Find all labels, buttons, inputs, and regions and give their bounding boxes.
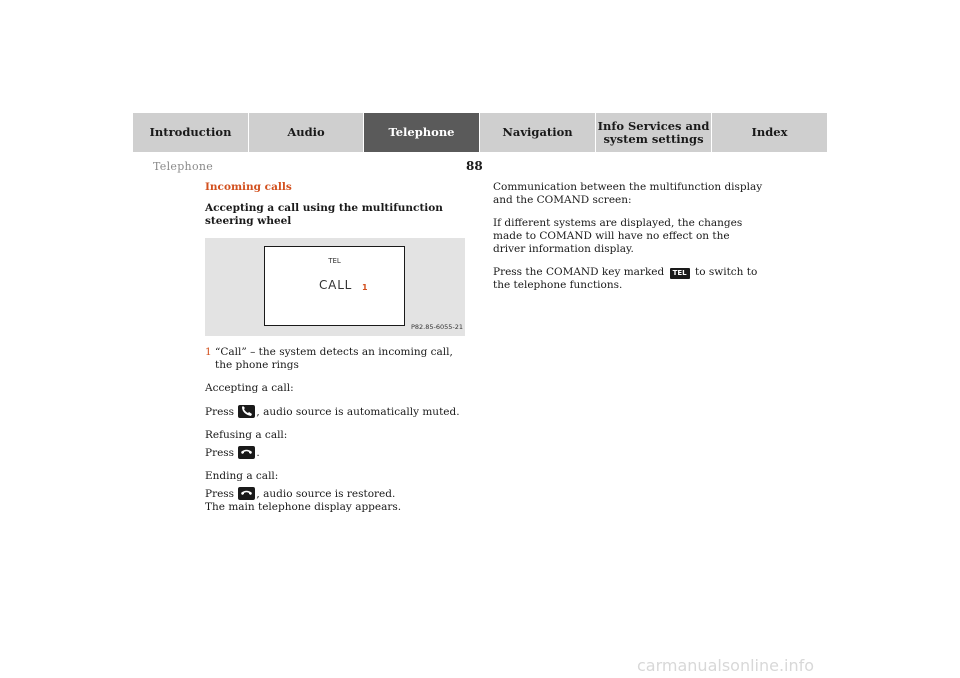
para-different-systems: If different systems are displayed, the changes made to COMAND will have no effect on the driver information display. bbox=[493, 217, 743, 255]
tab-info-label-line1: Info Services and bbox=[597, 118, 710, 133]
para3-before: Press the COMAND key marked bbox=[493, 266, 665, 278]
tab-navigation[interactable] bbox=[480, 113, 596, 152]
tab-index[interactable] bbox=[712, 113, 827, 152]
subheading: Accepting a call using the multifunction steering wheel bbox=[205, 202, 443, 227]
right-column bbox=[493, 181, 763, 302]
end-note: The main telephone display appears. bbox=[205, 501, 402, 513]
left-column bbox=[205, 181, 467, 514]
tab-audio-label: Audio bbox=[287, 125, 325, 139]
accept-title: Accepting a call: bbox=[205, 382, 294, 394]
display-call-text: CALL bbox=[319, 278, 353, 292]
tab-telephone-label: Telephone bbox=[388, 125, 455, 139]
press-text: Press bbox=[205, 447, 235, 459]
tab-info-label-line2: system settings bbox=[603, 131, 704, 146]
display-marker: 1 bbox=[362, 283, 368, 292]
phone-end-icon bbox=[238, 446, 255, 459]
legend-item bbox=[205, 346, 467, 372]
legend-number: 1 bbox=[205, 346, 212, 358]
para3-after: to switch to the telephone functions. bbox=[493, 266, 758, 291]
accept-rest-text: , audio source is automatically muted. bbox=[256, 406, 460, 418]
tel-key-icon: TEL bbox=[670, 268, 690, 279]
end-rest-text: , audio source is restored. bbox=[256, 488, 396, 500]
tab-telephone[interactable] bbox=[364, 113, 480, 152]
press-text: Press bbox=[205, 488, 235, 500]
tab-info-services[interactable] bbox=[596, 113, 712, 152]
accept-instruction bbox=[205, 405, 467, 419]
phone-accept-icon bbox=[238, 405, 255, 418]
figure-code: P82.85-6055-21 bbox=[410, 323, 463, 331]
page-number: 88 bbox=[466, 159, 483, 173]
phone-end-icon bbox=[238, 487, 255, 500]
tab-introduction[interactable] bbox=[133, 113, 249, 152]
multifunction-display bbox=[264, 246, 405, 326]
end-title: Ending a call: bbox=[205, 470, 279, 482]
tab-index-label: Index bbox=[751, 125, 788, 139]
tab-audio[interactable] bbox=[249, 113, 364, 152]
section-heading: Incoming calls bbox=[205, 181, 292, 193]
display-figure bbox=[205, 238, 465, 336]
legend-text: “Call” – the system detects an incoming call, the phone rings bbox=[215, 346, 453, 371]
display-label: TEL bbox=[328, 257, 341, 265]
press-text: Press bbox=[205, 406, 235, 418]
tab-introduction-label: Introduction bbox=[149, 125, 232, 139]
section-tabs bbox=[133, 113, 827, 152]
end-instruction bbox=[205, 487, 467, 501]
refuse-rest-text: . bbox=[256, 447, 260, 459]
tab-navigation-label: Navigation bbox=[502, 125, 573, 139]
section-header: Telephone bbox=[153, 160, 214, 173]
para-communication: Communication between the multifunction display and the COMAND screen: bbox=[493, 181, 763, 206]
watermark: carmanualsonline.info bbox=[637, 656, 815, 675]
para-press-tel bbox=[493, 266, 763, 292]
refuse-title: Refusing a call: bbox=[205, 429, 288, 441]
refuse-instruction bbox=[205, 446, 467, 460]
